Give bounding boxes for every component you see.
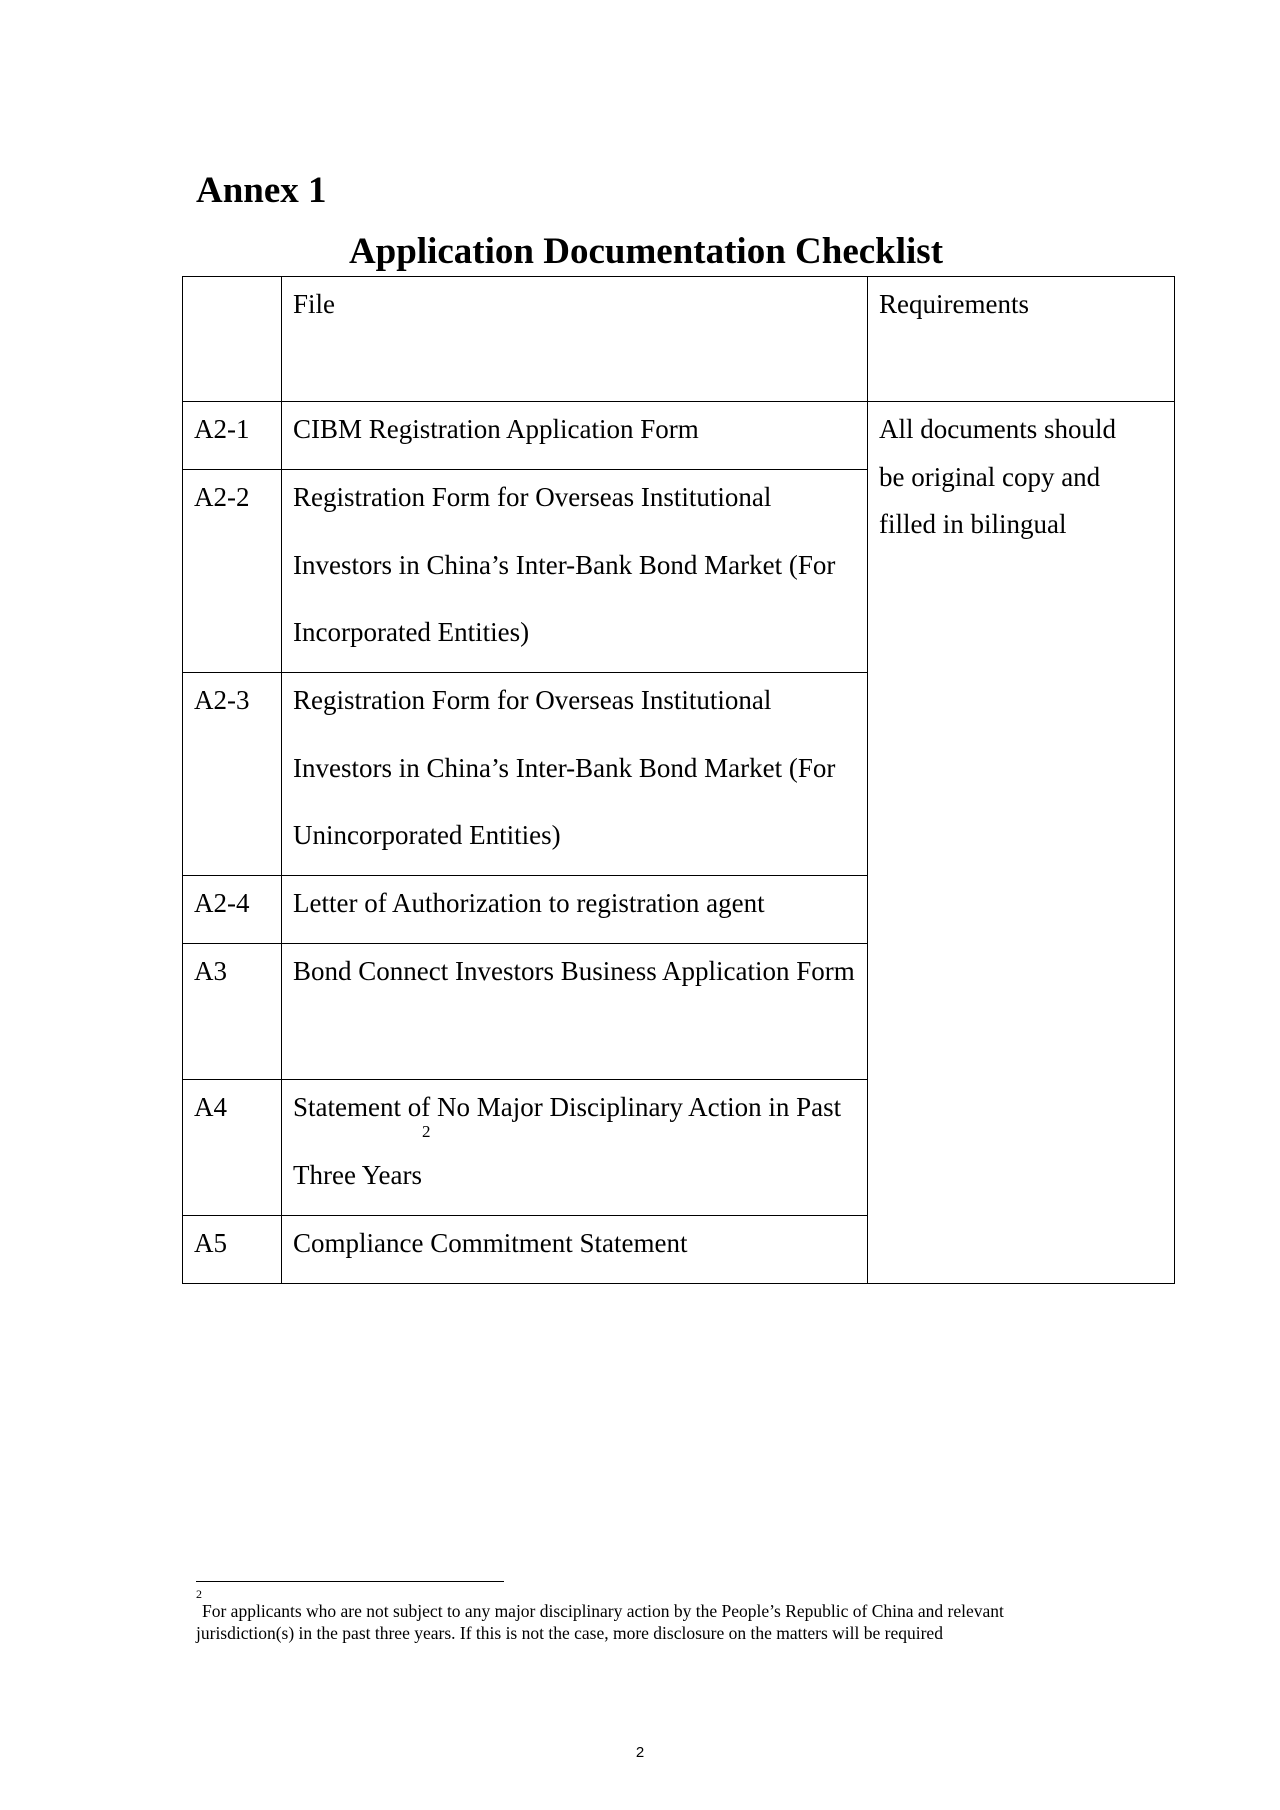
requirements-line: filled in bilingual: [879, 509, 1067, 539]
table-header-row: [183, 277, 1175, 402]
row-file-cell: Statement of No Major Disciplinary Action in Past Three Years$^2$: [282, 1080, 868, 1216]
footnote-separator: [196, 1581, 504, 1582]
page-number: 2: [635, 1744, 645, 1761]
row-code-cell: A2-3: [183, 673, 282, 876]
row-code-cell: A2-2: [183, 470, 282, 673]
row-code-cell: A2-4: [183, 876, 282, 944]
requirements-line: be original copy and: [879, 461, 1101, 492]
annex-label: Annex 1: [196, 170, 327, 211]
header-file-label: File: [293, 289, 336, 319]
row-code-cell: A3: [183, 944, 282, 1080]
row-file-cell: Registration Form for Overseas Institutional Investors in China’s Inter-Bank Bond Market (For Incorporated Entities): [282, 470, 868, 673]
footnote-marker: 2: [196, 1587, 202, 1601]
row-file-cell: Letter of Authorization to registration agent: [282, 876, 868, 944]
table-row: [183, 402, 1175, 470]
row-file-cell: Bond Connect Investors Business Application Form: [282, 944, 868, 1080]
row-file-cell: CIBM Registration Application Form: [282, 402, 868, 470]
footnote-text: For applicants who are not subject to any major disciplinary action by the People’s Republic of China and relevant jurisdiction(s) in the past three years. If this is not the case, more disclosure on the matters will be required: [196, 1601, 1004, 1643]
row-code-cell: A4: [183, 1080, 282, 1216]
row-code-cell: A5: [183, 1216, 282, 1284]
documentation-checklist-table: [182, 276, 1175, 1284]
requirements-line: All documents should: [879, 414, 1116, 444]
page-title: Application Documentation Checklist: [348, 231, 944, 272]
header-file-cell: [282, 277, 868, 402]
header-requirements-cell: [868, 277, 1175, 402]
footnote-reference: 2: [421, 1121, 431, 1141]
footnote: [196, 1587, 1066, 1644]
row-code-cell: A2-1: [183, 402, 282, 470]
header-requirements-label: Requirements: [879, 289, 1029, 319]
header-code-cell: [183, 277, 282, 402]
row-file-cell: Registration Form for Overseas Institutional Investors in China’s Inter-Bank Bond Market (For Unincorporated Entities): [282, 673, 868, 876]
requirements-cell: [868, 402, 1175, 1284]
row-file-cell: Compliance Commitment Statement: [282, 1216, 868, 1284]
